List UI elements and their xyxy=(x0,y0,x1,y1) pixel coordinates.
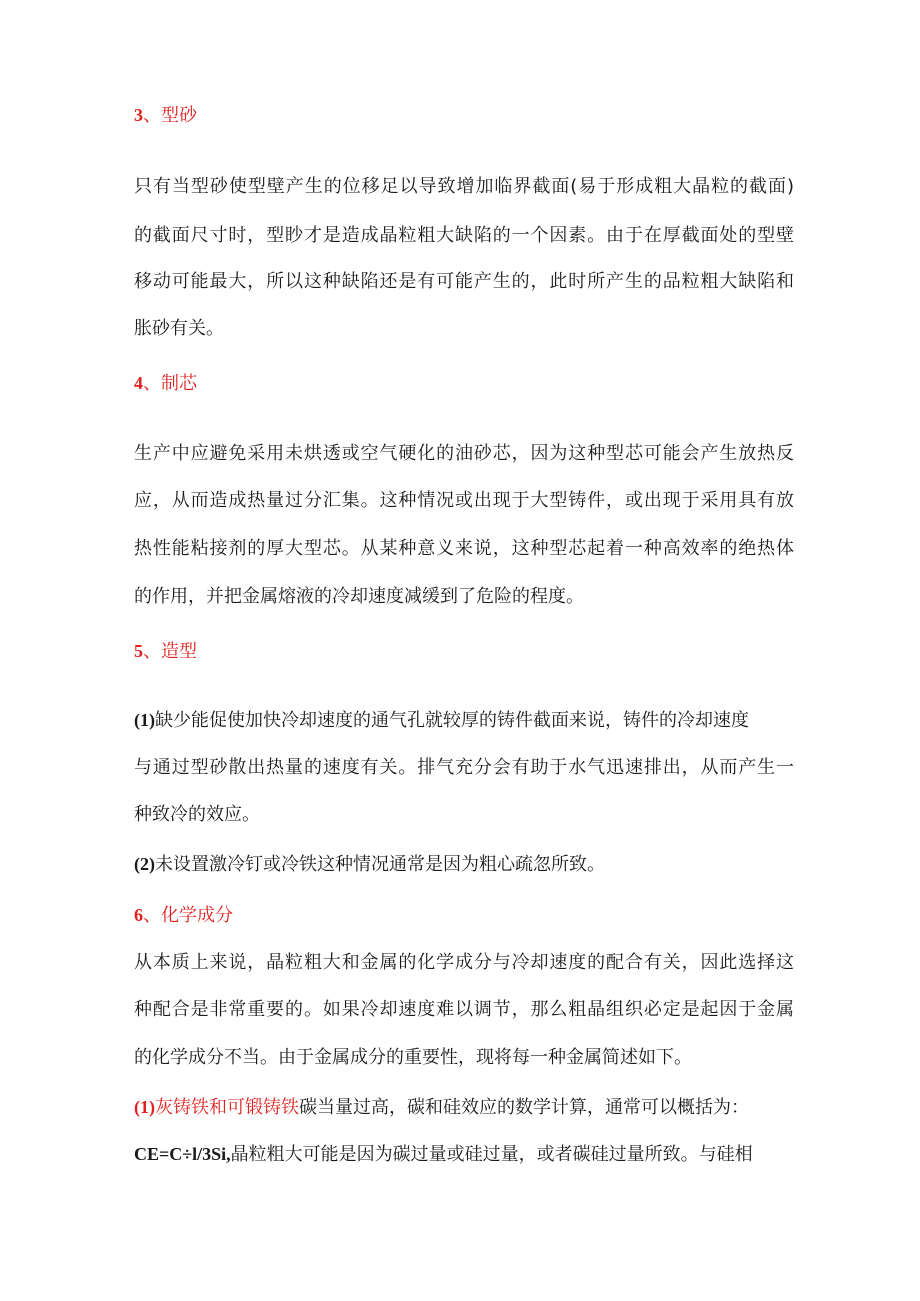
paragraph-line: 种致冷的效应。 xyxy=(134,804,260,825)
heading-number: 5 xyxy=(134,641,143,661)
section-4-heading xyxy=(134,371,197,396)
heading-text: 造型 xyxy=(161,641,197,662)
paragraph-line: 热性能粘接剂的厚大型芯。从某种意义来说，这种型芯起着一种高效率的绝热体 xyxy=(134,538,794,559)
highlighted-term: 灰铸铁和可锻铸铁 xyxy=(155,1097,299,1118)
paragraph-line: 移动可能最大，所以这种缺陷还是有可能产生的，此时所产生的品粒粗大缺陷和 xyxy=(134,271,794,292)
paragraph-line: 只有当型砂使型壁产生的位移足以导致增加临界截面(易于形成粗大晶粒的截面) xyxy=(134,176,794,197)
paragraph-text: 晶粒粗大可能是因为碳过量或硅过量，或者碳硅过量所致。与硅相 xyxy=(230,1144,753,1165)
list-item-text: 未设置激冷钉或冷铁这种情况通常是因为粗心疏忽所致。 xyxy=(155,854,605,875)
heading-text: 化学成分 xyxy=(161,905,233,926)
heading-number: 4 xyxy=(134,373,143,393)
heading-separator: 、 xyxy=(143,105,161,126)
list-item-line xyxy=(134,1095,794,1120)
section-3-heading xyxy=(134,103,197,128)
paragraph-line: 的作用，并把金属熔液的冷却速度减缓到了危险的程度。 xyxy=(134,586,584,607)
list-marker: (1) xyxy=(134,710,155,730)
paragraph-line: 应，从而造成热量过分汇集。这种情况或出现于大型铸件，或出现于采用具有放 xyxy=(134,490,794,511)
list-marker: (2) xyxy=(134,854,155,874)
list-item-text: 缺少能促使加快冷却速度的通气孔就较厚的铸件截面来说，铸件的冷却速度 xyxy=(155,710,749,731)
heading-number: 3 xyxy=(134,105,143,125)
heading-separator: 、 xyxy=(143,373,161,394)
heading-text: 型砂 xyxy=(161,105,197,126)
section-6-heading xyxy=(134,903,233,928)
paragraph-line: 胀砂有关。 xyxy=(134,318,224,339)
list-item-text: 碳当量过高，碳和硅效应的数学计算，通常可以概括为： xyxy=(299,1097,749,1118)
heading-separator: 、 xyxy=(143,905,161,926)
paragraph-line: 的化学成分不当。由于金属成分的重要性，现将每一种金属简述如下。 xyxy=(134,1047,692,1068)
paragraph-line: 与通过型砂散出热量的速度有关。排气充分会有助于水气迅速排出，从而产生一 xyxy=(134,757,794,778)
heading-text: 制芯 xyxy=(161,373,197,394)
paragraph-line: 的截面尺寸时，型眇才是造成晶粒粗大缺陷的一个因素。由于在厚截面处的型壁 xyxy=(134,225,794,246)
formula-line xyxy=(134,1142,794,1167)
heading-separator: 、 xyxy=(143,641,161,662)
list-item-line xyxy=(134,708,774,733)
list-marker: (1) xyxy=(134,1097,155,1117)
heading-number: 6 xyxy=(134,905,143,925)
paragraph-line: 从本质上来说，晶粒粗大和金属的化学成分与冷却速度的配合有关，因此选择这 xyxy=(134,952,794,973)
list-item-line xyxy=(134,852,794,877)
formula: CE=C÷l/3Si, xyxy=(134,1144,231,1164)
section-5-heading xyxy=(134,639,197,664)
paragraph-line: 种配合是非常重要的。如果冷却速度难以调节，那么粗晶组织必定是起因于金属 xyxy=(134,999,794,1020)
paragraph-line: 生产中应避免采用未烘透或空气硬化的油砂芯，因为这种型芯可能会产生放热反 xyxy=(134,443,794,464)
